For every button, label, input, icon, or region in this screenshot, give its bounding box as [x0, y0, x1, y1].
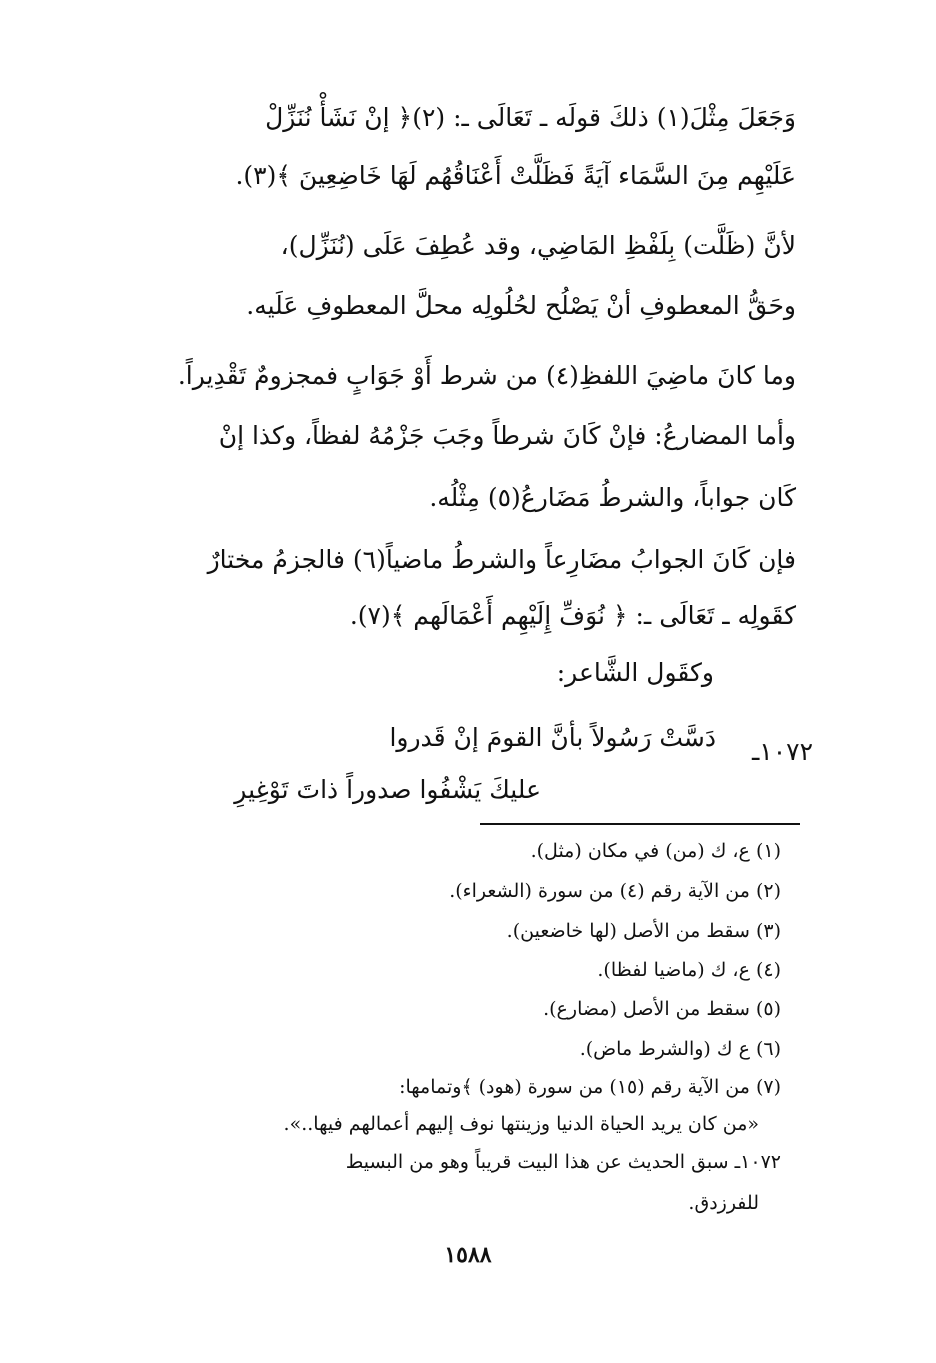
footnote-continuation: للفرزدق.: [688, 1192, 759, 1214]
body-line: لأنَّ (ظَلَّت) بِلَفْظِ المَاضِي، وقد عُطِفَ عَلَى (نُنَزِّل)،: [280, 231, 796, 260]
footnote: (٥) سقط من الأصل (مضارع).: [543, 998, 781, 1020]
body-line: وما كانَ ماضِيَ اللفظِ(٤) من شرط أَوْ جَوَابٍ فمجزومٌ تَقْدِيراً.: [177, 361, 796, 390]
body-line: وحَقُّ المعطوفِ أنْ يَصْلُح لحُلُولِه محلَّ المعطوفِ عَلَيه.: [246, 291, 796, 320]
page-number: ١٥٨٨: [444, 1242, 492, 1268]
body-line: كَان جواباً، والشرطُ مَضَارعُ(٥) مِثْلُه.: [429, 483, 796, 512]
body-line: كقَولِه ـ تَعَالَى ـ: ﴿ نُوَفِّ إِلَيْهِم أَعْمَالَهم ﴾(٧).: [349, 601, 796, 630]
body-line: عَلَيْهِم مِنَ السَّمَاء آيَةً فَظَلَّتْ أَعْنَاقُهُم لَهَا خَاضِعِينَ ﴾(٣).: [235, 161, 796, 190]
footnote-continuation: «من كان يريد الحياة الدنيا وزينتها نوف إليهم أعمالهم فيها..».: [283, 1113, 759, 1135]
body-line: فإن كَانَ الجوابُ مضَارِعاً والشرطُ ماضياً(٦) فالجزمُ مختارٌ: [207, 545, 796, 574]
verse-number: ١٠٧٢ـ: [751, 737, 813, 766]
body-line: وَجَعَلَ مِثْلَ(١) ذلكَ قولَه ـ تَعَالَى ـ: (٢)﴿ إنْ نَشَأْ نُنَزِّلْ: [265, 103, 796, 132]
footnote: (٢) من الآية رقم (٤) من سورة (الشعراء).: [449, 880, 781, 902]
footnote: (١) ع، ك (من) في مكان (مثل).: [530, 840, 781, 862]
body-line: وأما المضارعُ: فإنْ كَانَ شرطاً وجَبَ جَزْمُهُ لفظاً، وكذا إنْ: [218, 421, 796, 450]
footnote: (٤) ع، ك (ماضيا لفظا).: [597, 959, 781, 981]
footnote: ١٠٧٢ـ سبق الحديث عن هذا البيت قريباً وهو من البسيط: [345, 1151, 781, 1173]
footnote: (٦) ع ك (والشرط ماض).: [579, 1038, 781, 1060]
footnote: (٣) سقط من الأصل (لها خاضعين).: [506, 920, 781, 942]
verse-second-hemistich: عليكَ يَشْفُوا صدوراً ذاتَ تَوْغِيرِ: [234, 775, 541, 804]
verse-first-hemistich: دَسَّتْ رَسُولاً بأنَّ القومَ إنْ قَدروا: [389, 723, 716, 752]
body-line: وكقَول الشَّاعر:: [556, 658, 714, 687]
footnote-divider: [480, 823, 800, 825]
footnote: (٧) من الآية رقم (١٥) من سورة (هود) ﴾وتمامها:: [399, 1076, 781, 1098]
